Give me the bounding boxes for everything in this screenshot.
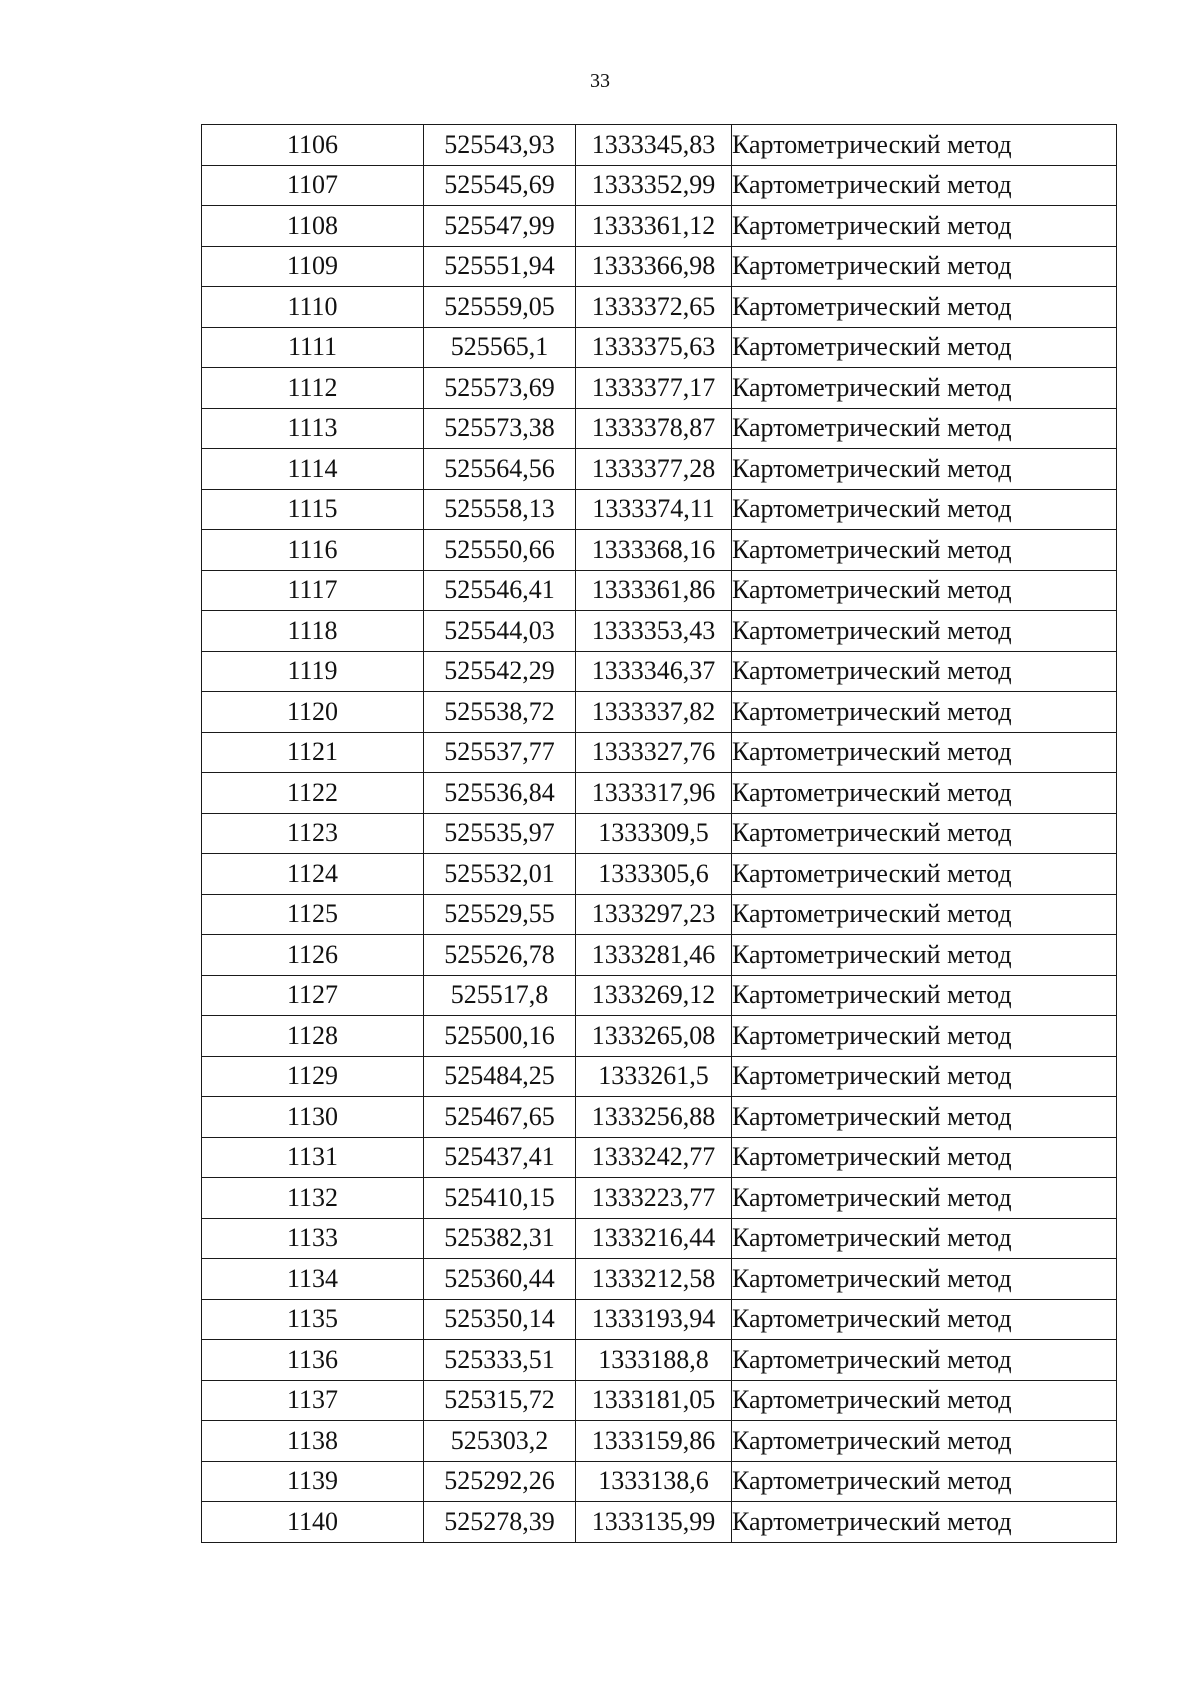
x-coordinate-cell: 525292,26 [424,1461,576,1502]
point-number-cell: 1121 [202,732,424,773]
y-coordinate-cell: 1333135,99 [576,1502,732,1543]
y-coordinate-cell: 1333353,43 [576,611,732,652]
point-number-cell: 1135 [202,1299,424,1340]
y-coordinate-cell: 1333345,83 [576,125,732,166]
method-cell: Картометрический метод [732,489,1117,530]
y-coordinate-cell: 1333361,12 [576,206,732,247]
table-row [202,206,1117,247]
x-coordinate-cell: 525500,16 [424,1016,576,1057]
table-row [202,570,1117,611]
x-coordinate-cell: 525360,44 [424,1259,576,1300]
point-number-cell: 1113 [202,408,424,449]
table-row [202,1097,1117,1138]
point-number-cell: 1131 [202,1137,424,1178]
point-number-cell: 1132 [202,1178,424,1219]
y-coordinate-cell: 1333377,17 [576,368,732,409]
y-coordinate-cell: 1333281,46 [576,935,732,976]
x-coordinate-cell: 525573,69 [424,368,576,409]
point-number-cell: 1127 [202,975,424,1016]
coordinates-table-body [202,125,1117,1543]
x-coordinate-cell: 525546,41 [424,570,576,611]
method-cell: Картометрический метод [732,1340,1117,1381]
point-number-cell: 1124 [202,854,424,895]
method-cell: Картометрический метод [732,206,1117,247]
x-coordinate-cell: 525542,29 [424,651,576,692]
method-cell: Картометрический метод [732,813,1117,854]
y-coordinate-cell: 1333297,23 [576,894,732,935]
method-cell: Картометрический метод [732,975,1117,1016]
table-row [202,530,1117,571]
table-row [202,368,1117,409]
x-coordinate-cell: 525544,03 [424,611,576,652]
table-row [202,1380,1117,1421]
table-row [202,408,1117,449]
y-coordinate-cell: 1333368,16 [576,530,732,571]
point-number-cell: 1115 [202,489,424,530]
table-row [202,611,1117,652]
point-number-cell: 1116 [202,530,424,571]
method-cell: Картометрический метод [732,1178,1117,1219]
method-cell: Картометрический метод [732,449,1117,490]
point-number-cell: 1140 [202,1502,424,1543]
point-number-cell: 1112 [202,368,424,409]
point-number-cell: 1108 [202,206,424,247]
table-row [202,327,1117,368]
x-coordinate-cell: 525303,2 [424,1421,576,1462]
method-cell: Картометрический метод [732,1259,1117,1300]
y-coordinate-cell: 1333337,82 [576,692,732,733]
y-coordinate-cell: 1333159,86 [576,1421,732,1462]
point-number-cell: 1122 [202,773,424,814]
x-coordinate-cell: 525529,55 [424,894,576,935]
table-row [202,287,1117,328]
method-cell: Картометрический метод [732,854,1117,895]
point-number-cell: 1123 [202,813,424,854]
table-row [202,246,1117,287]
x-coordinate-cell: 525545,69 [424,165,576,206]
point-number-cell: 1130 [202,1097,424,1138]
y-coordinate-cell: 1333374,11 [576,489,732,530]
table-row [202,1056,1117,1097]
method-cell: Картометрический метод [732,1097,1117,1138]
x-coordinate-cell: 525564,56 [424,449,576,490]
point-number-cell: 1138 [202,1421,424,1462]
y-coordinate-cell: 1333269,12 [576,975,732,1016]
table-row [202,1137,1117,1178]
table-row [202,165,1117,206]
y-coordinate-cell: 1333216,44 [576,1218,732,1259]
point-number-cell: 1136 [202,1340,424,1381]
method-cell: Картометрический метод [732,1502,1117,1543]
point-number-cell: 1120 [202,692,424,733]
table-row [202,813,1117,854]
table-row [202,692,1117,733]
y-coordinate-cell: 1333346,37 [576,651,732,692]
point-number-cell: 1129 [202,1056,424,1097]
y-coordinate-cell: 1333361,86 [576,570,732,611]
point-number-cell: 1128 [202,1016,424,1057]
method-cell: Картометрический метод [732,327,1117,368]
method-cell: Картометрический метод [732,125,1117,166]
x-coordinate-cell: 525537,77 [424,732,576,773]
x-coordinate-cell: 525559,05 [424,287,576,328]
x-coordinate-cell: 525467,65 [424,1097,576,1138]
point-number-cell: 1109 [202,246,424,287]
method-cell: Картометрический метод [732,368,1117,409]
point-number-cell: 1106 [202,125,424,166]
y-coordinate-cell: 1333327,76 [576,732,732,773]
y-coordinate-cell: 1333265,08 [576,1016,732,1057]
method-cell: Картометрический метод [732,692,1117,733]
method-cell: Картометрический метод [732,246,1117,287]
table-row [202,1259,1117,1300]
page-number: 33 [590,70,610,92]
method-cell: Картометрический метод [732,1461,1117,1502]
point-number-cell: 1126 [202,935,424,976]
method-cell: Картометрический метод [732,570,1117,611]
method-cell: Картометрический метод [732,651,1117,692]
point-number-cell: 1137 [202,1380,424,1421]
x-coordinate-cell: 525333,51 [424,1340,576,1381]
method-cell: Картометрический метод [732,1137,1117,1178]
method-cell: Картометрический метод [732,611,1117,652]
table-row [202,1340,1117,1381]
x-coordinate-cell: 525410,15 [424,1178,576,1219]
point-number-cell: 1117 [202,570,424,611]
table-row [202,489,1117,530]
x-coordinate-cell: 525437,41 [424,1137,576,1178]
y-coordinate-cell: 1333188,8 [576,1340,732,1381]
x-coordinate-cell: 525278,39 [424,1502,576,1543]
x-coordinate-cell: 525382,31 [424,1218,576,1259]
point-number-cell: 1125 [202,894,424,935]
method-cell: Картометрический метод [732,773,1117,814]
x-coordinate-cell: 525573,38 [424,408,576,449]
point-number-cell: 1119 [202,651,424,692]
method-cell: Картометрический метод [732,1299,1117,1340]
x-coordinate-cell: 525517,8 [424,975,576,1016]
table-row [202,975,1117,1016]
point-number-cell: 1111 [202,327,424,368]
table-row [202,1016,1117,1057]
method-cell: Картометрический метод [732,1056,1117,1097]
y-coordinate-cell: 1333317,96 [576,773,732,814]
method-cell: Картометрический метод [732,894,1117,935]
x-coordinate-cell: 525315,72 [424,1380,576,1421]
y-coordinate-cell: 1333138,6 [576,1461,732,1502]
table-row [202,1299,1117,1340]
table-row [202,1502,1117,1543]
table-row [202,773,1117,814]
point-number-cell: 1139 [202,1461,424,1502]
y-coordinate-cell: 1333261,5 [576,1056,732,1097]
method-cell: Картометрический метод [732,165,1117,206]
y-coordinate-cell: 1333378,87 [576,408,732,449]
method-cell: Картометрический метод [732,1016,1117,1057]
table-row [202,732,1117,773]
table-row [202,894,1117,935]
method-cell: Картометрический метод [732,1380,1117,1421]
method-cell: Картометрический метод [732,1421,1117,1462]
y-coordinate-cell: 1333256,88 [576,1097,732,1138]
x-coordinate-cell: 525538,72 [424,692,576,733]
point-number-cell: 1114 [202,449,424,490]
x-coordinate-cell: 525558,13 [424,489,576,530]
point-number-cell: 1107 [202,165,424,206]
method-cell: Картометрический метод [732,408,1117,449]
y-coordinate-cell: 1333309,5 [576,813,732,854]
point-number-cell: 1118 [202,611,424,652]
y-coordinate-cell: 1333193,94 [576,1299,732,1340]
y-coordinate-cell: 1333223,77 [576,1178,732,1219]
y-coordinate-cell: 1333377,28 [576,449,732,490]
x-coordinate-cell: 525550,66 [424,530,576,571]
x-coordinate-cell: 525565,1 [424,327,576,368]
table-row [202,935,1117,976]
point-number-cell: 1110 [202,287,424,328]
y-coordinate-cell: 1333212,58 [576,1259,732,1300]
table-row [202,651,1117,692]
table-row [202,1178,1117,1219]
table-row [202,1421,1117,1462]
point-number-cell: 1133 [202,1218,424,1259]
x-coordinate-cell: 525532,01 [424,854,576,895]
y-coordinate-cell: 1333366,98 [576,246,732,287]
x-coordinate-cell: 525526,78 [424,935,576,976]
table-row [202,1461,1117,1502]
table-row [202,449,1117,490]
point-number-cell: 1134 [202,1259,424,1300]
y-coordinate-cell: 1333242,77 [576,1137,732,1178]
x-coordinate-cell: 525543,93 [424,125,576,166]
x-coordinate-cell: 525547,99 [424,206,576,247]
x-coordinate-cell: 525350,14 [424,1299,576,1340]
method-cell: Картометрический метод [732,1218,1117,1259]
method-cell: Картометрический метод [732,530,1117,571]
method-cell: Картометрический метод [732,287,1117,328]
y-coordinate-cell: 1333375,63 [576,327,732,368]
x-coordinate-cell: 525484,25 [424,1056,576,1097]
y-coordinate-cell: 1333352,99 [576,165,732,206]
table-row [202,125,1117,166]
x-coordinate-cell: 525551,94 [424,246,576,287]
y-coordinate-cell: 1333372,65 [576,287,732,328]
y-coordinate-cell: 1333181,05 [576,1380,732,1421]
coordinates-table [201,124,1117,1543]
table-row [202,1218,1117,1259]
table-row [202,854,1117,895]
x-coordinate-cell: 525536,84 [424,773,576,814]
method-cell: Картометрический метод [732,732,1117,773]
y-coordinate-cell: 1333305,6 [576,854,732,895]
x-coordinate-cell: 525535,97 [424,813,576,854]
method-cell: Картометрический метод [732,935,1117,976]
